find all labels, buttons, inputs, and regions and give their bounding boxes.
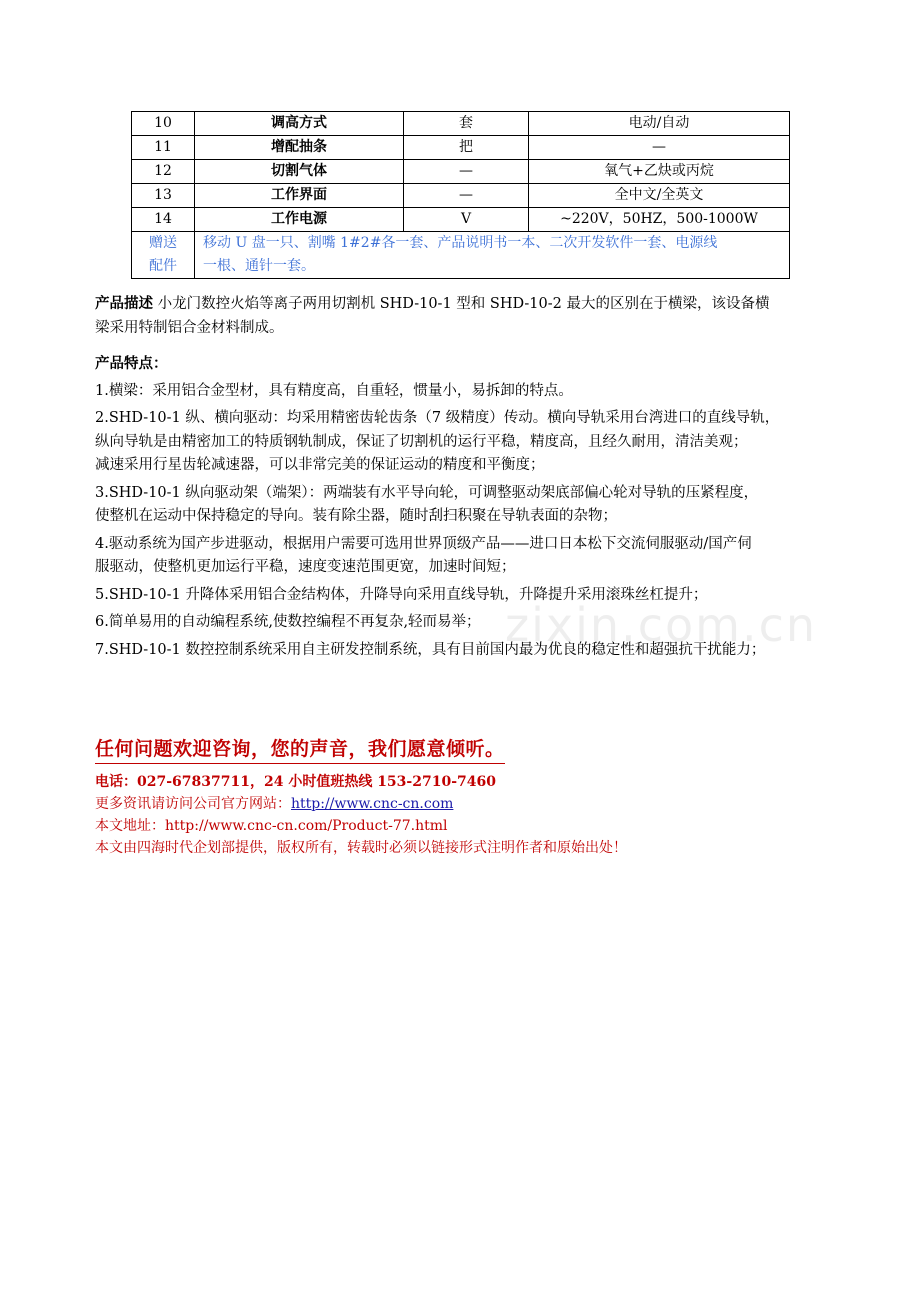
gift-label-line: 赠送: [149, 235, 177, 251]
row-item: 工作界面: [195, 184, 404, 208]
spec-table: [131, 111, 790, 279]
row-unit: V: [404, 208, 529, 232]
table-row: [132, 184, 790, 208]
row-value: 电动/自动: [529, 112, 790, 136]
description-text: 梁采用特制铝合金材料制成。: [95, 319, 284, 336]
row-item: 增配抽条: [195, 136, 404, 160]
feature-line: 3.SHD-10-1 纵向驱动架（端架）：两端装有水平导向轮，可调整驱动架底部偏心轮对导轨的压紧程度，: [95, 484, 759, 501]
row-number: 13: [132, 184, 195, 208]
feature-line: 7.SHD-10-1 数控控制系统采用自主研发控制系统，具有目前国内最为优良的稳定性和超强抗干扰能力；: [95, 641, 766, 658]
feature-item: [95, 407, 835, 478]
row-value: ~220V，50HZ，500-1000W: [529, 208, 790, 232]
phone-line: 电话：027-67837711，24 小时值班热线 153-2710-7460: [95, 774, 496, 790]
row-item: 工作电源: [195, 208, 404, 232]
row-item: 切割气体: [195, 160, 404, 184]
row-unit: 把: [404, 136, 529, 160]
feature-item: [95, 380, 835, 404]
website-prefix: 更多资讯请访问公司官方网站：: [95, 796, 291, 812]
product-description: [95, 292, 835, 340]
website-link[interactable]: http://www.cnc-cn.com: [291, 796, 454, 812]
table-row: [132, 112, 790, 136]
consult-heading: 任何问题欢迎咨询，您的声音，我们愿意倾听。: [95, 734, 505, 764]
gift-text-line: 一根、通针一套。: [203, 258, 315, 274]
row-unit: —: [404, 184, 529, 208]
row-value: 氧气+乙炔或丙烷: [529, 160, 790, 184]
description-text: 小龙门数控火焰等离子两用切割机 SHD-10-1 型和 SHD-10-2 最大的区别在于横梁，该设备横: [153, 296, 770, 312]
table-row: [132, 160, 790, 184]
row-item: 调高方式: [195, 112, 404, 136]
description-label: 产品描述: [95, 295, 153, 312]
row-number: 10: [132, 112, 195, 136]
feature-line: 6.简单易用的自动编程系统,使数控编程不再复杂,轻而易举；: [95, 614, 481, 630]
gift-label: [132, 232, 195, 279]
feature-item: [95, 482, 835, 529]
table-row: [132, 208, 790, 232]
address-link[interactable]: http://www.cnc-cn.com/Product-77.html: [165, 818, 448, 834]
address-prefix: 本文地址：: [95, 818, 165, 834]
watermark: zixin.com.cn: [505, 598, 818, 652]
row-unit: 套: [404, 112, 529, 136]
row-value: —: [529, 136, 790, 160]
feature-line: 使整机在运动中保持稳定的导向。装有除尘器，随时刮扫积聚在导轨表面的杂物；: [95, 508, 617, 524]
feature-item: [95, 533, 835, 580]
features-label: 产品特点：: [95, 355, 168, 372]
table-row: [132, 136, 790, 160]
gift-label-line: 配件: [149, 258, 177, 274]
feature-line: 纵向导轨是由精密加工的特质钢轨制成，保证了切割机的运行平稳，精度高，且经久耐用，清洁美观；: [95, 433, 748, 450]
feature-line: 2.SHD-10-1 纵、横向驱动：均采用精密齿轮齿条（7 级精度）传动。横向导轨采用台湾进口的直线导轨，: [95, 410, 780, 426]
address-line: [95, 815, 627, 837]
row-unit: —: [404, 160, 529, 184]
copyright-line: 本文由四海时代企划部提供，版权所有，转载时必须以链接形式注明作者和原始出处！: [95, 840, 627, 856]
feature-line: 5.SHD-10-1 升降体采用铝合金结构体，升降导向采用直线导轨，升降提升采用滚珠丝杠提升；: [95, 586, 708, 603]
gift-text: [195, 232, 790, 279]
feature-line: 1.横梁：采用铝合金型材，具有精度高，自重轻，惯量小，易拆卸的特点。: [95, 382, 573, 399]
feature-line: 减速采用行星齿轮减速器，可以非常完美的保证运动的精度和平衡度；: [95, 457, 545, 473]
contact-block: [95, 771, 627, 859]
row-number: 12: [132, 160, 195, 184]
feature-line: 服驱动，使整机更加运行平稳，速度变速范围更宽，加速时间短；: [95, 559, 516, 575]
gift-text-line: 移动 U 盘一只、割嘴 1#2#各一套、产品说明书一本、二次开发软件一套、电源线: [203, 235, 718, 251]
row-value: 全中文/全英文: [529, 184, 790, 208]
feature-line: 4.驱动系统为国产步进驱动，根据用户需要可选用世界顶级产品——进口日本松下交流伺服驱动/国产伺: [95, 535, 752, 552]
row-number: 14: [132, 208, 195, 232]
row-number: 11: [132, 136, 195, 160]
gift-row: [132, 232, 790, 279]
website-line: [95, 793, 627, 815]
